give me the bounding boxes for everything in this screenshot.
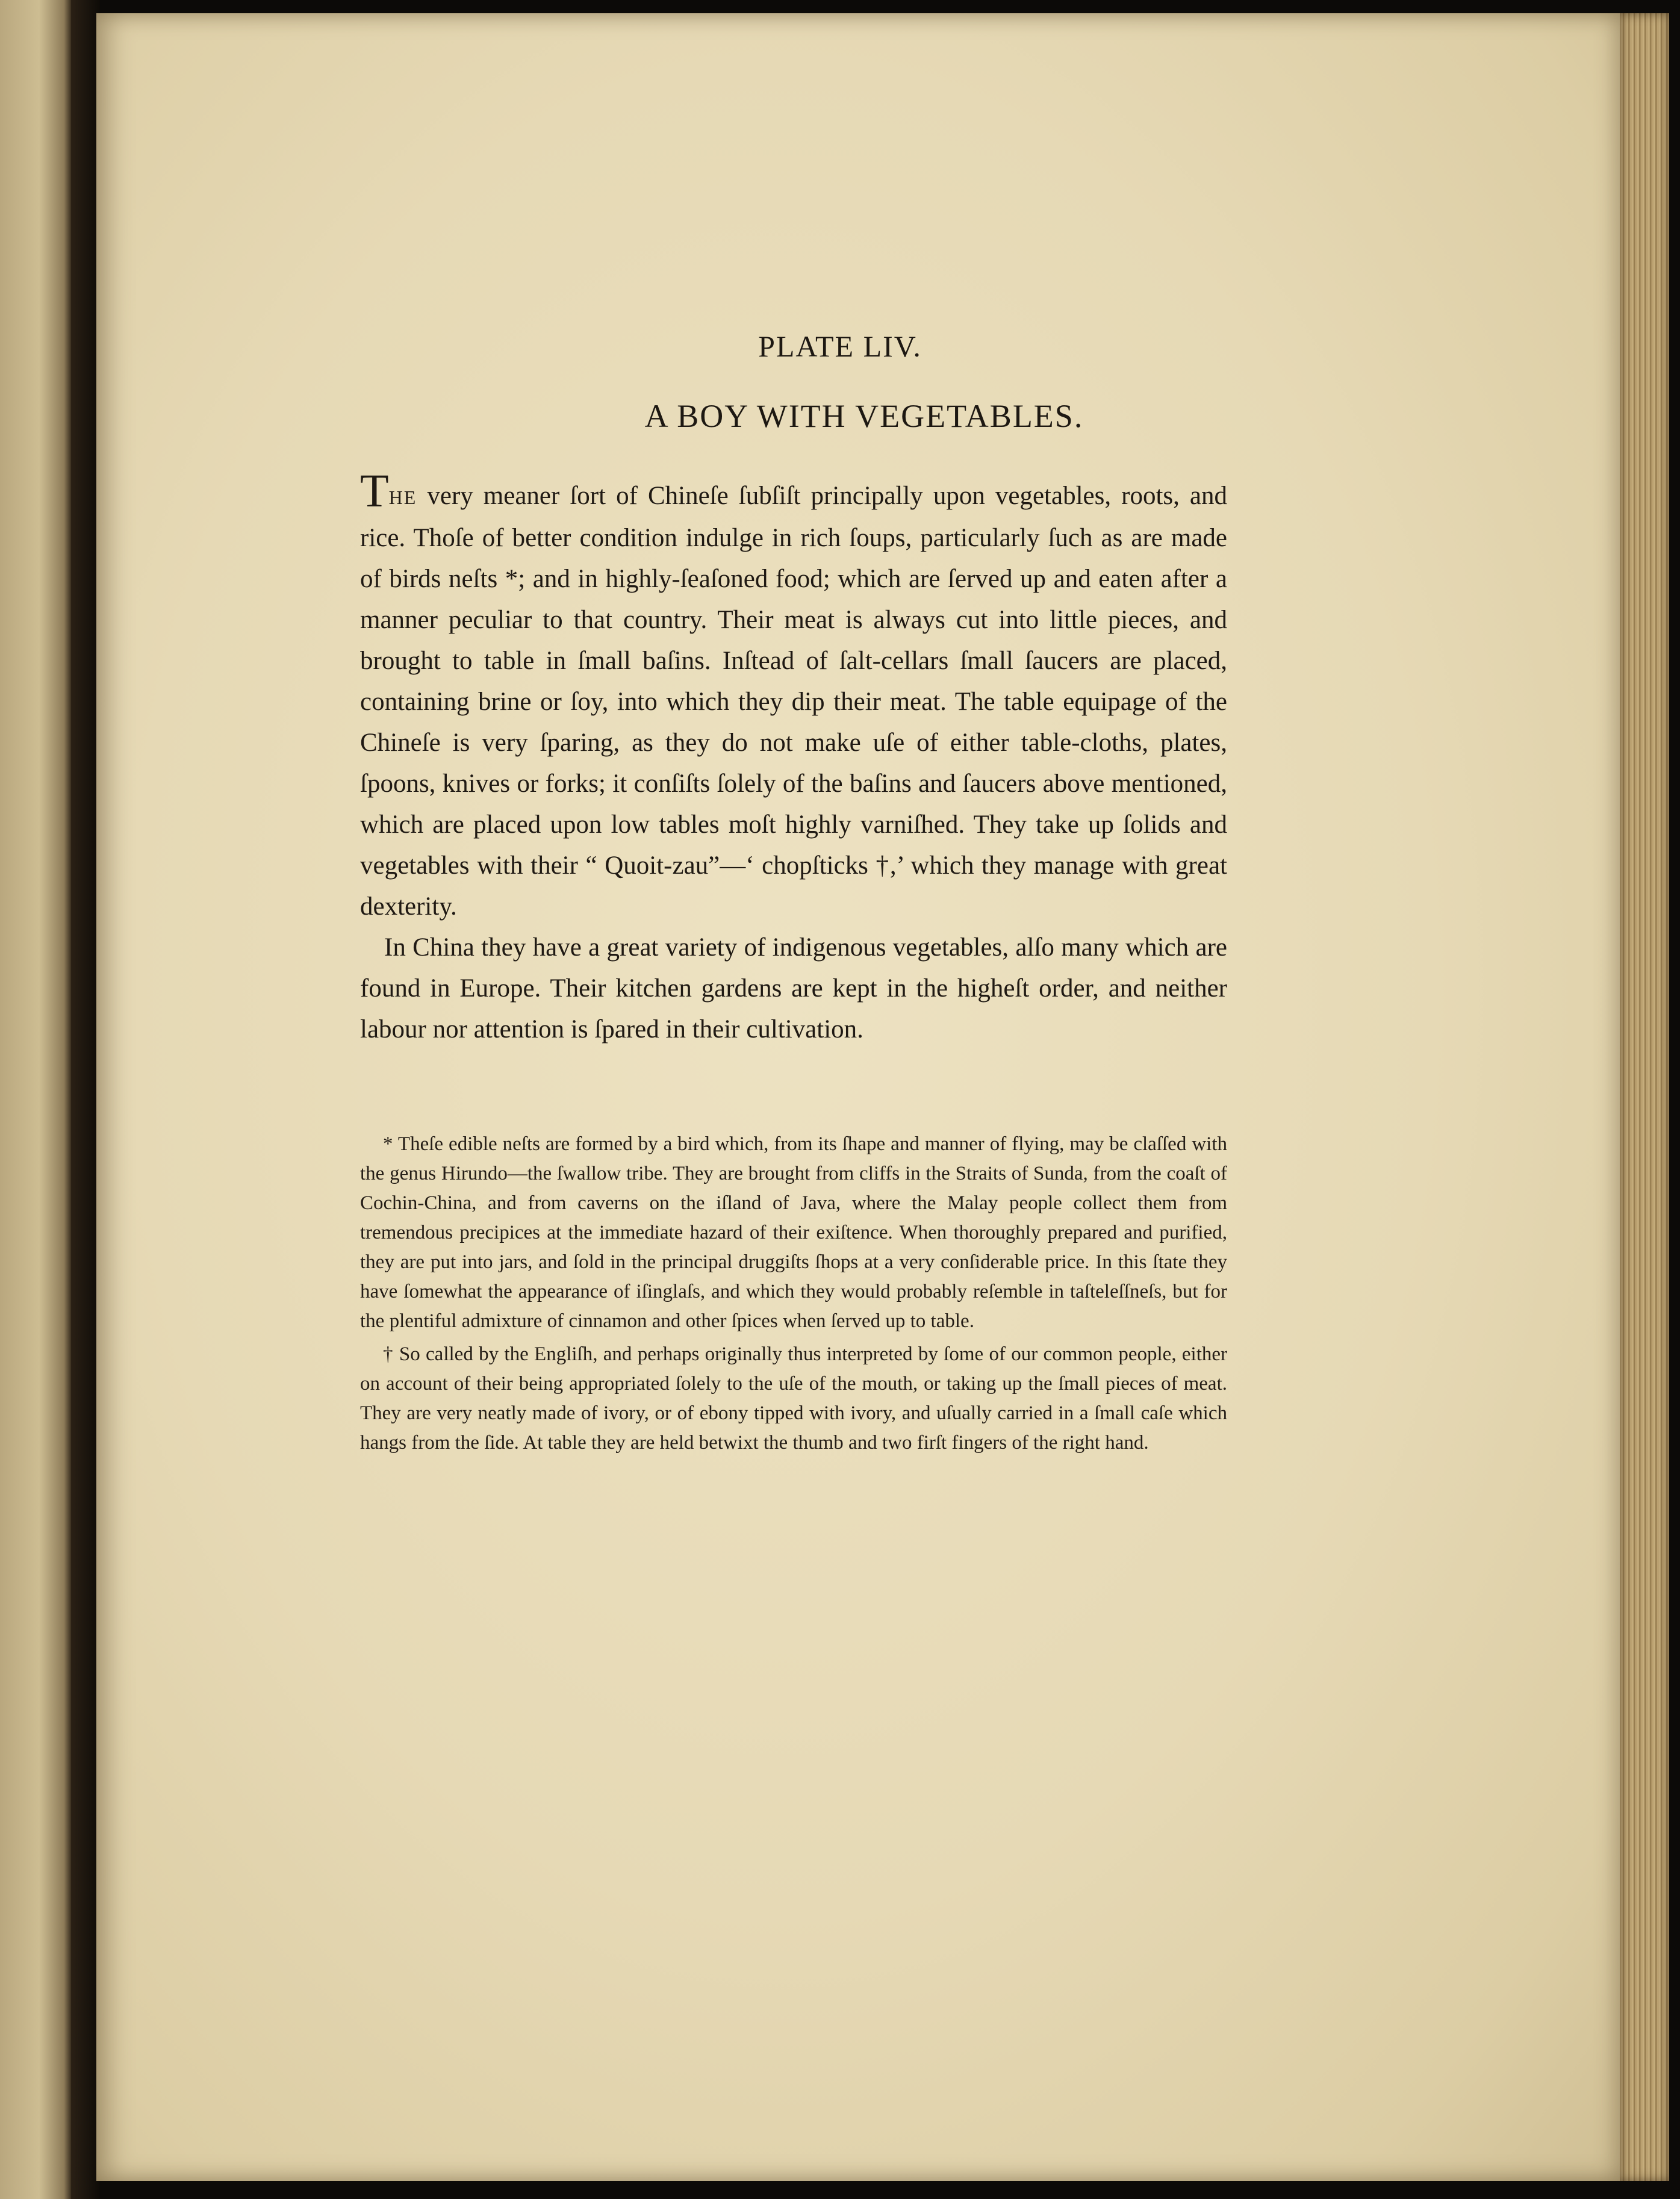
paragraph-1 [360,464,1227,927]
footnotes [360,1130,1227,1458]
paragraph-1-text: very meaner ſort of Chineſe ſubſiſt principally upon vegetables, roots, and rice. Thoſe of better condition indulge in rich ſoups, particularly ſuch as are made of birds neſts *; and in highly-ſeaſoned food; which are ſerved up and eaten after a manner peculiar to that country. Their meat is always cut into little pieces, and brought to table in ſmall baſins. Inſtead of ſalt-cellars ſmall ſaucers are placed, containing brine or ſoy, into which they dip their meat. The table equipage of the Chineſe is very ſparing, as they do not make uſe of either table-cloths, plates, ſpoons, knives or forks; it conſiſts ſolely of the baſins and ſaucers above mentioned, which are placed upon low tables moſt highly varniſhed. They take up ſolids and vegetables with their “ Quoit-zau”—‘ chopſticks †,’ which they manage with great dexterity. [360,482,1227,921]
plate-title: A BOY WITH VEGETABLES. [644,398,1084,434]
drop-cap: T [360,464,389,517]
paragraph-2: In China they have a great variety of indigenous vegetables, alſo many which are found in Europe. Their kitchen gardens are kept in the higheſt order, and neither labour nor attention is ſpared in their cultivation. [360,933,1227,1044]
first-word-rest: HE [388,487,417,508]
plate-number: PLATE LIV. [758,329,922,363]
main-text [360,464,1227,1050]
footnote-asterisk: * Theſe edible neſts are formed by a bird which, from its ſhape and manner of flying, may be claſſed with the genus Hirundo—the ſwallow tribe. They are brought from cliffs in the Straits of Sunda, from the coaſt of Cochin-China, and from caverns on the iſland of Java, where the Malay people collect them from tremendous precipices at the immediate hazard of their exiſtence. When thoroughly prepared and purified, they are put into jars, and ſold in the principal druggiſts ſhops at a very conſiderable price. In this ſtate they have ſomewhat the appearance of iſinglaſs, and which they would probably reſemble in taſteleſſneſs, but for the plentiful admixture of cinnamon and other ſpices when ſerved up to table. [360,1133,1227,1332]
footnote-dagger: † So called by the Engliſh, and perhaps originally thus interpreted by ſome of our common people, either on account of their being appropriated ſolely to the uſe of the mouth, or taking up the ſmall pieces of meat. They are very neatly made of ivory, or of ebony tipped with ivory, and uſually carried in a ſmall caſe which hangs from the ſide. At table they are held betwixt the thumb and two firſt fingers of the right hand. [360,1343,1227,1454]
